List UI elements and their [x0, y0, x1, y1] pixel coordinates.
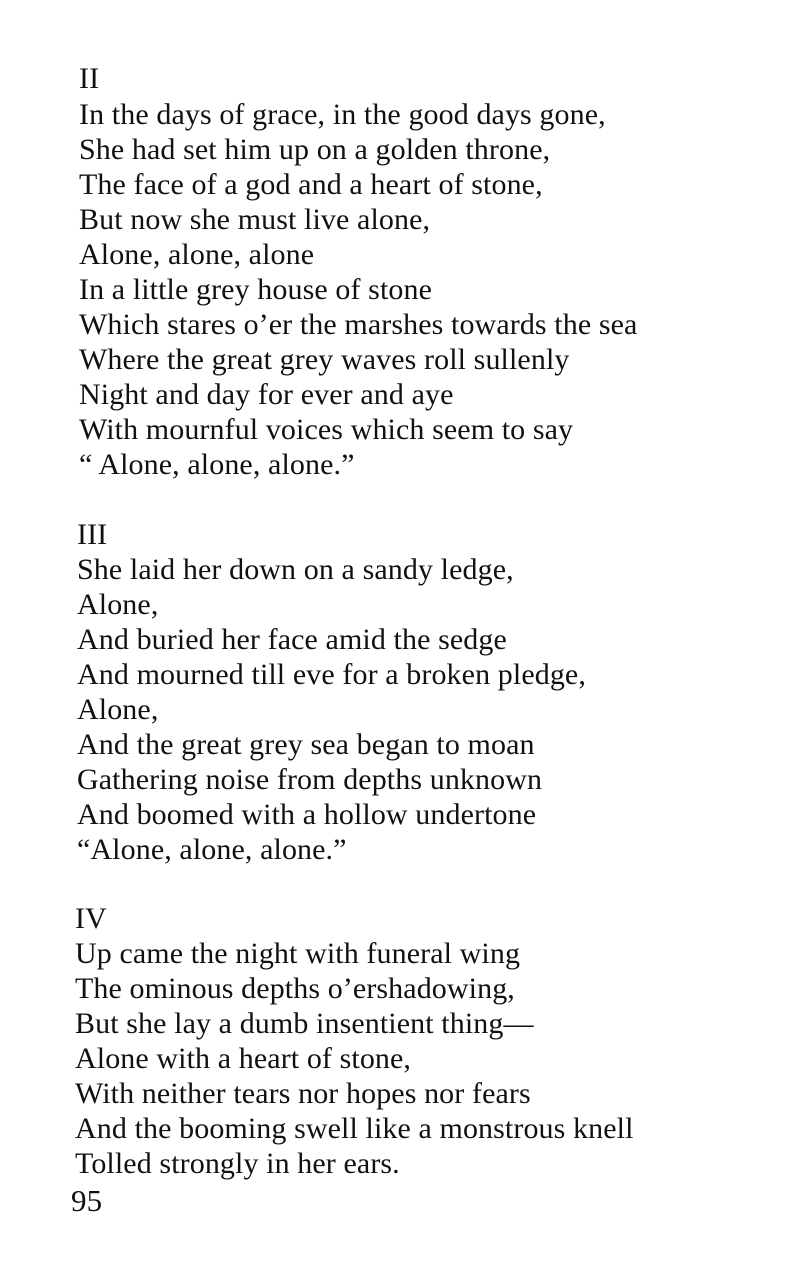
poem-line: And boomed with a hollow undertone [77, 798, 537, 831]
poem-line: In the days of grace, in the good days gone, [79, 98, 606, 131]
poem-line: Gathering noise from depths unknown [77, 763, 543, 796]
poem-line: The ominous depths o’ershadowing, [75, 972, 515, 1005]
poem-line: But she lay a dumb insentient thing— [75, 1007, 534, 1040]
poem-line: And the booming swell like a monstrous knell [75, 1112, 634, 1145]
poem-line: Alone, alone, alone [79, 238, 315, 271]
poem-line: She laid her down on a sandy ledge, [77, 553, 514, 586]
poem-line: “Alone, alone, alone.” [77, 833, 347, 866]
poem-line: And the great grey sea began to moan [77, 728, 535, 761]
stanza-heading: III [77, 518, 108, 551]
poem-line: With neither tears nor hopes nor fears [75, 1077, 531, 1110]
poem-line: In a little grey house of stone [79, 273, 433, 306]
poem-line: Where the great grey waves roll sullenly [79, 343, 570, 376]
poem-line: Alone with a heart of stone, [75, 1042, 412, 1075]
poem-line: And mourned till eve for a broken pledge, [77, 658, 586, 691]
poem-line: Up came the night with funeral wing [75, 937, 521, 970]
poem-line: Alone, [77, 693, 159, 726]
page-number: 95 [71, 1183, 103, 1218]
poem-line: And buried her face amid the sedge [77, 623, 507, 656]
poem-line: “ Alone, alone, alone.” [79, 448, 355, 481]
poem-line: Which stares o’er the marshes towards the sea [79, 308, 638, 341]
stanza-heading: IV [75, 902, 107, 935]
poem-line: With mournful voices which seem to say [79, 413, 574, 446]
poem-line: Night and day for ever and aye [79, 378, 454, 411]
poem-line: But now she must live alone, [79, 203, 431, 236]
poem-line: The face of a god and a heart of stone, [79, 168, 543, 201]
poem-line: She had set him up on a golden throne, [79, 133, 551, 166]
stanza-heading: II [79, 62, 100, 95]
poem-line: Alone, [77, 588, 159, 621]
poem-line: Tolled strongly in her ears. [75, 1147, 400, 1180]
